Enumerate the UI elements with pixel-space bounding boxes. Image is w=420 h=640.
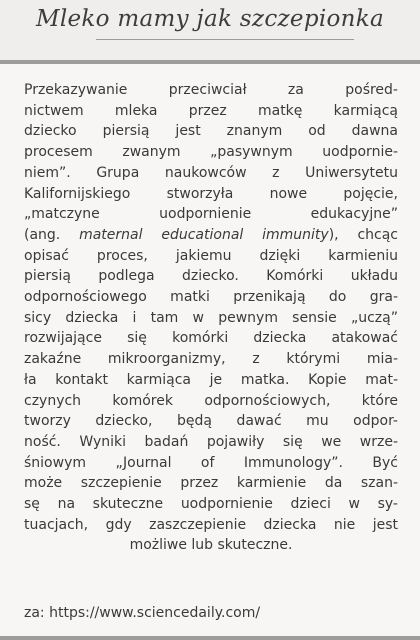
article-line: czynych komórek odpornościowych, które	[24, 392, 398, 409]
article-line: zakaźne mikroorganizmy, z którymi mia-	[24, 351, 398, 368]
article-line: tuacjach, gdy zaszczepienie dziecka nie jest	[24, 516, 398, 533]
article-line: opisać proces, jakiemu dzięki karmieniu	[24, 247, 398, 264]
article-line: nictwem mleka przez matkę karmiącą	[24, 102, 398, 119]
article-line: sę na skuteczne uodpornienie dzieci w sy-	[24, 496, 398, 513]
title-underline	[96, 39, 354, 40]
article-title: Mleko mamy jak szczepionka	[35, 6, 385, 32]
title-banner	[0, 0, 420, 60]
article-line: procesem zwanym „pasywnym uodpornie-	[24, 144, 398, 161]
article-line-last: możliwe lub skuteczne.	[129, 537, 293, 554]
article-line: ność. Wyniki badań pojawiły się we wrze-	[24, 433, 398, 450]
article-line: rozwijające się komórki dziecka atakować	[24, 330, 398, 347]
footer-divider	[0, 636, 420, 640]
article-italic-term: maternal educational immunity	[79, 226, 329, 243]
source-link[interactable]: za: https://www.sciencedaily.com/	[24, 605, 261, 621]
article-line-with-italic	[24, 225, 398, 246]
article-line: śniowym „Journal of Immunology”. Być	[24, 454, 398, 471]
article-line: odpornościowego matki przenikają do gra-	[24, 289, 398, 306]
article-text-segment: ), chcąc	[328, 226, 398, 243]
article-line: niem”. Grupa naukowców z Uniwersytetu	[24, 164, 398, 181]
article-line: piersią podlega dziecko. Komórki układu	[24, 268, 398, 285]
article-line: sicy dziecka i tam w pewnym sensie „uczą”	[24, 309, 398, 326]
header-divider	[0, 60, 420, 64]
article-line: może szczepienie przez karmienie da szan-	[24, 475, 398, 492]
article-line: Przekazywanie przeciwciał za pośred-	[24, 82, 398, 98]
article-body	[24, 80, 398, 556]
article-line: Kalifornijskiego stworzyła nowe pojęcie,	[24, 185, 398, 202]
article-line: „matczyne uodpornienie edukacyjne”	[24, 206, 398, 223]
article-text-segment: (ang.	[24, 226, 80, 243]
article-line: tworzy dziecko, będą dawać mu odpor-	[24, 413, 398, 430]
article-line: dziecko piersią jest znanym od dawna	[24, 123, 398, 140]
article-line: ła kontakt karmiąca je matka. Kopie mat-	[24, 371, 398, 388]
